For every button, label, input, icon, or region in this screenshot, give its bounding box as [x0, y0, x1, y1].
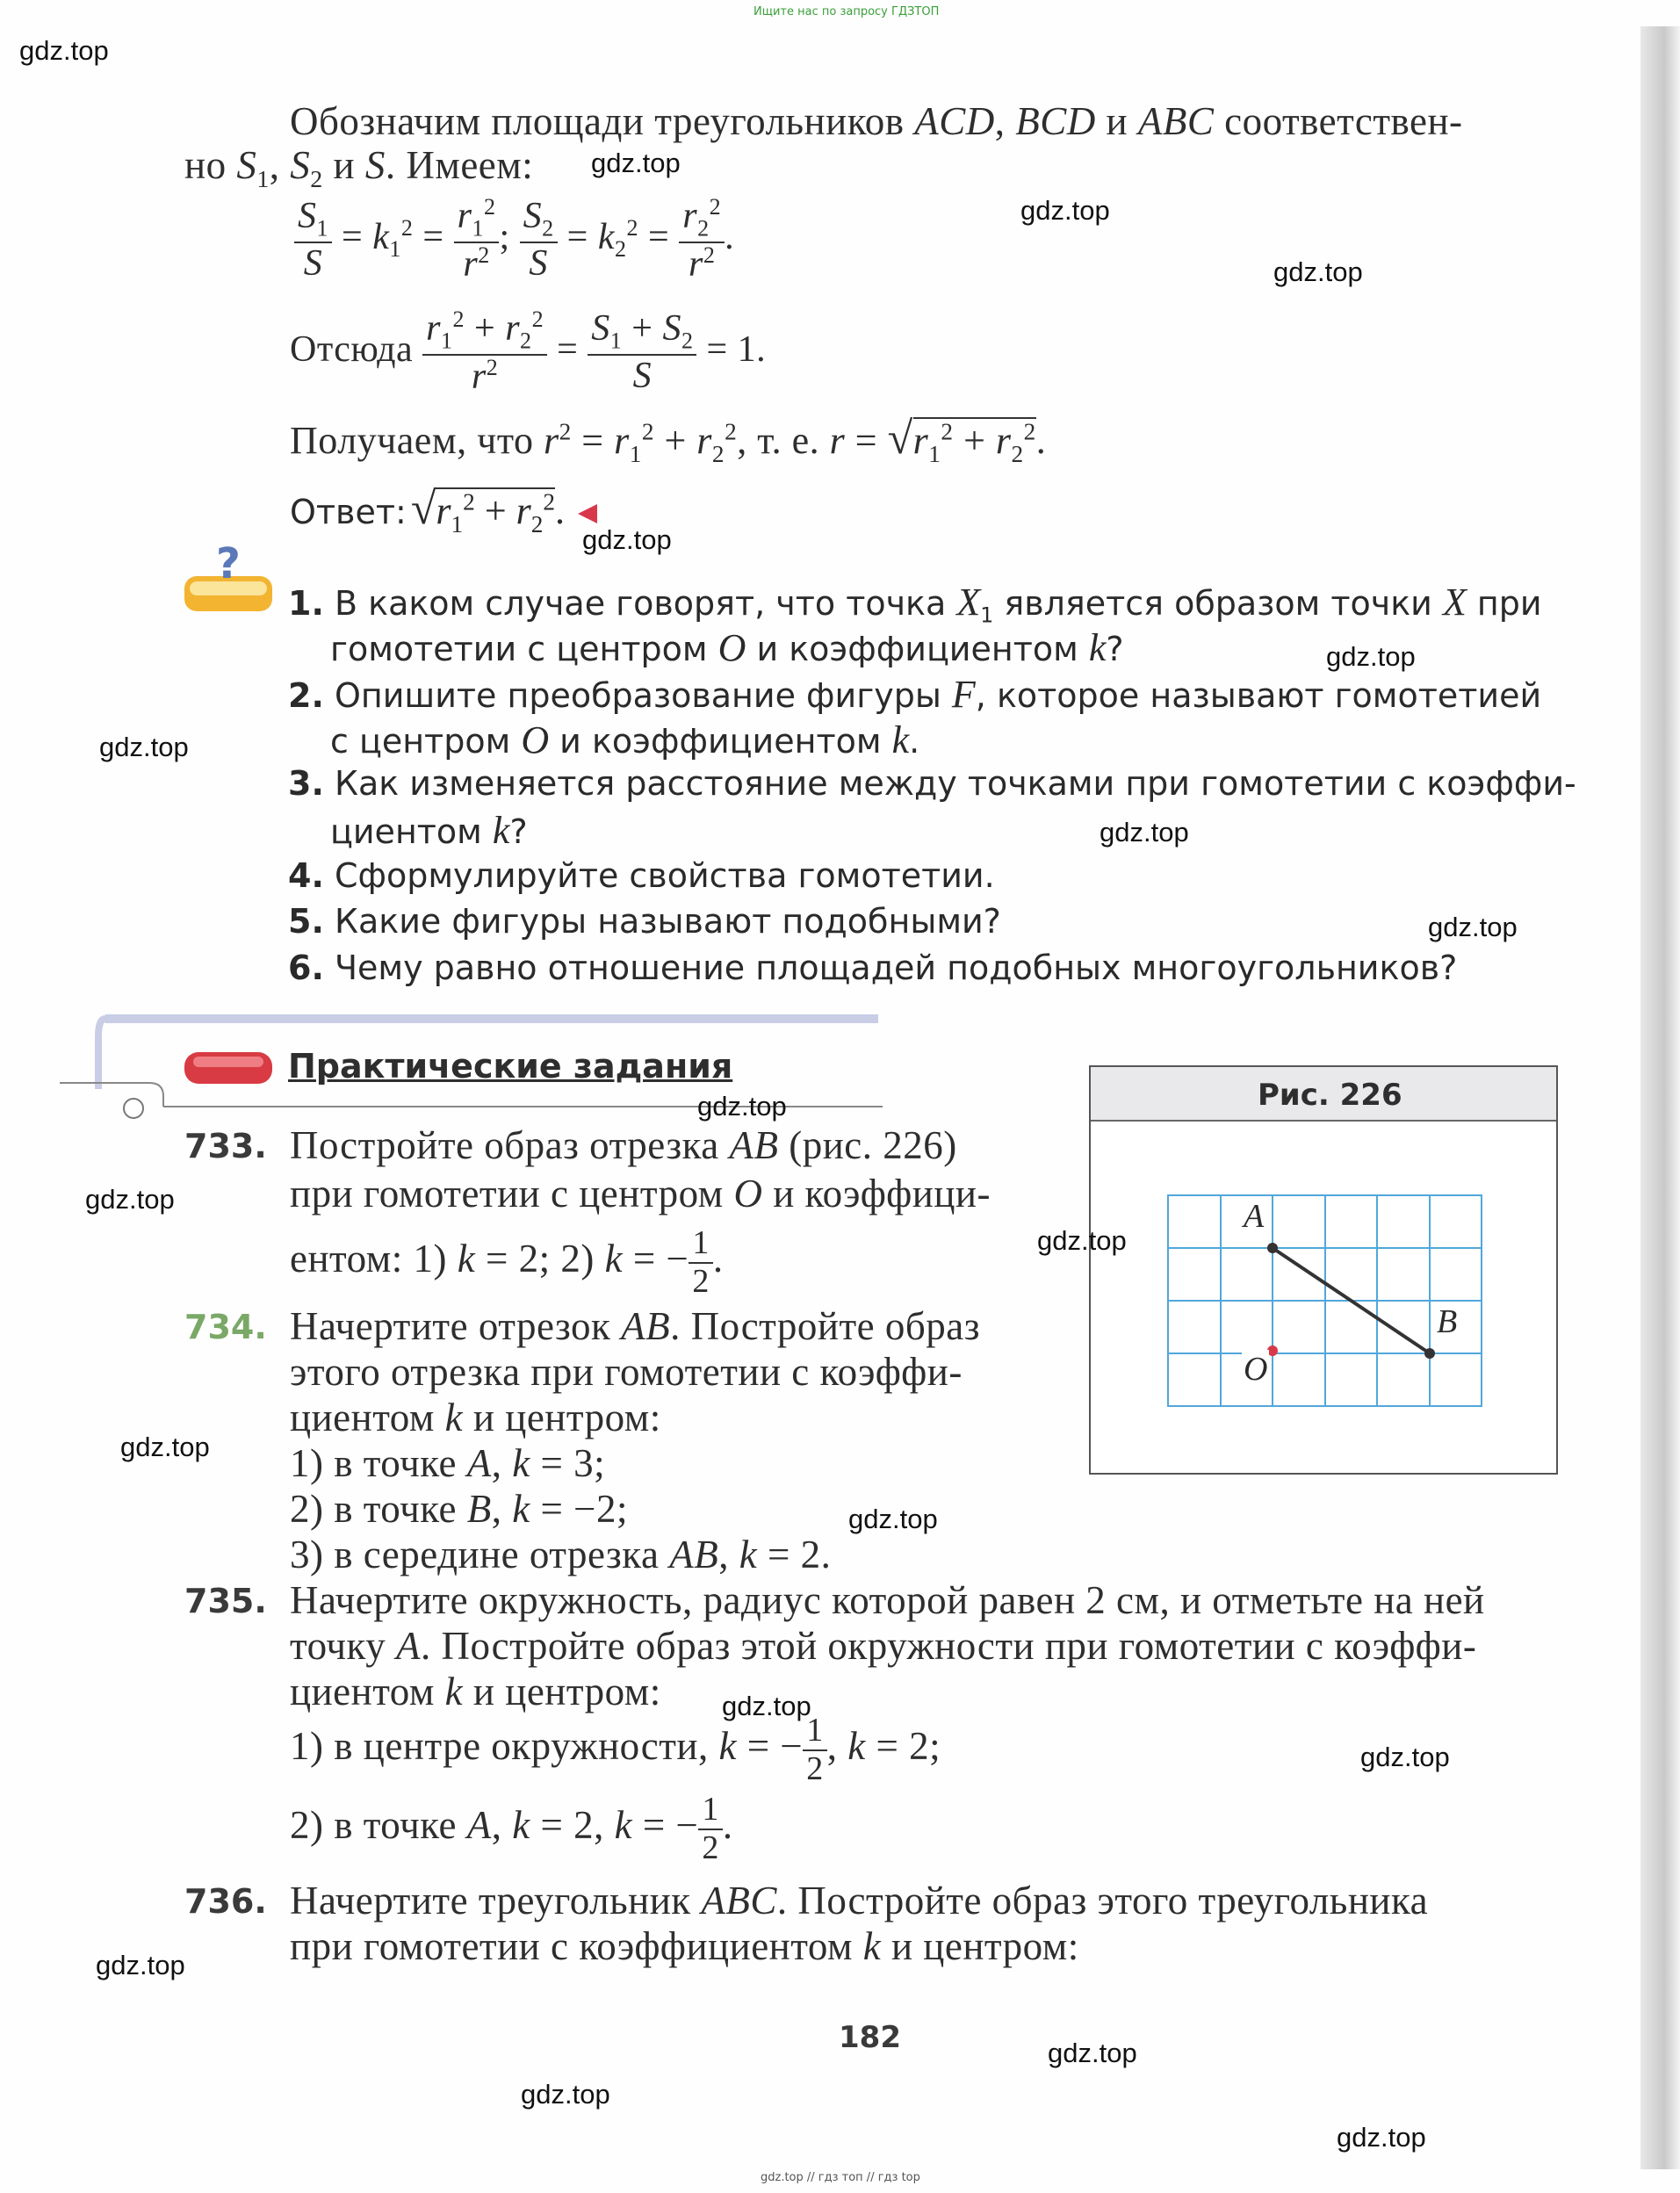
task-735-line-5: 2) в точке A, k = 2, k = − $\frac{1}{2}$ .	[290, 1791, 733, 1866]
task-736-number: 736.	[184, 1882, 267, 1921]
top-banner: Ищите нас по запросу ГДЗТОП	[753, 5, 940, 18]
equation-1: $\frac{S_1}{S}$ = $k_1^2$ = $\frac{r_1^2}{r^2}$ ; $\frac{S_2}{S}$ = $k_2^2$ = $\frac{r_2^2}{r^2}$ .	[294, 195, 734, 285]
answer-prefix: Ответ:	[290, 493, 407, 531]
label-b: B	[1437, 1303, 1458, 1340]
label-a: A	[1244, 1198, 1265, 1235]
watermark: gdz.top	[697, 1091, 787, 1122]
task-736-line-1: Начертите треугольник ABC. Постройте образ этого треугольника	[290, 1879, 1429, 1922]
watermark: gdz.top	[1037, 1225, 1127, 1256]
watermark: gdz.top	[848, 1504, 938, 1534]
task-734-line-2: этого отрезка при гомотетии с коэффи-	[290, 1350, 963, 1394]
question-2: 2. Опишите преобразование фигуры F, которое называют гомотетией	[288, 673, 1542, 716]
task-733-line-2: при гомотетии с центром O и коэффици-	[290, 1172, 991, 1216]
answer-line: Ответ: $√r_1^2 + r_2^2$.	[290, 483, 597, 538]
watermark: gdz.top	[582, 524, 672, 555]
figure-226	[1089, 1065, 1558, 1475]
intro-line-1: Обозначим площади треугольников ACD, BCD и ABC соответствен-	[290, 99, 1463, 143]
label-o: O	[1244, 1351, 1268, 1388]
watermark: gdz.top	[1048, 2038, 1137, 2068]
watermark: gdz.top	[521, 2079, 610, 2110]
question-1-cont: гомотетии с центром O и коэффициентом k?	[330, 626, 1124, 669]
watermark: gdz.top	[1326, 641, 1416, 672]
question-3: 3. Как изменяется расстояние между точками при гомотетии с коэффи-	[288, 764, 1576, 803]
watermark: gdz.top	[99, 732, 189, 762]
watermark: gdz.top	[591, 148, 681, 178]
watermark: gdz.top	[1360, 1742, 1450, 1772]
figure-grid	[1091, 1122, 1556, 1473]
watermark: gdz.top	[96, 1950, 185, 1980]
figure-caption: Рис. 226	[1258, 1078, 1402, 1113]
watermark: gdz.top	[120, 1432, 210, 1462]
watermark: gdz.top	[1337, 2122, 1426, 2153]
svg-text:?: ?	[216, 543, 241, 588]
watermark: gdz.top	[1428, 912, 1518, 942]
intro-line-2: но $S_1$, $S_2$ и S. Имеем:	[184, 143, 534, 193]
question-icon	[183, 543, 274, 613]
task-735-number: 735.	[184, 1582, 267, 1620]
watermark: gdz.top	[1100, 817, 1189, 848]
task-735-line-3: циентом k и центром:	[290, 1670, 661, 1713]
task-734-line-5: 2) в точке B, k = −2;	[290, 1487, 628, 1531]
task-734-number: 734.	[184, 1308, 267, 1346]
task-734-line-6: 3) в середине отрезка AB, k = 2.	[290, 1533, 832, 1576]
task-735-line-1: Начертите окружность, радиус которой равен 2 см, и отметьте на ней	[290, 1578, 1485, 1622]
equation-2: Отсюда $\frac{r_1^2 + r_2^2}{r^2}$ = $\frac{S_1 + S_2}{S}$ = 1.	[290, 307, 767, 398]
equation-3: Получаем, что $r^2 = r_1^2 + r_2^2$, т. е. $r = √r_1^2 + r_2^2$.	[290, 414, 1047, 467]
task-736-line-2: при гомотетии с коэффициентом k и центром:	[290, 1924, 1079, 1968]
task-735-line-2: точку A. Постройте образ этой окружности при гомотетии с коэффи-	[290, 1624, 1477, 1668]
watermark: gdz.top	[19, 35, 109, 66]
figure-caption-bar	[1091, 1067, 1556, 1122]
task-734-line-3: циентом k и центром:	[290, 1396, 661, 1439]
point-b	[1424, 1348, 1435, 1359]
watermark: gdz.top	[85, 1184, 175, 1215]
question-2-cont: с центром O и коэффициентом k.	[330, 718, 920, 761]
task-733-line-1: Постройте образ отрезка AB (рис. 226)	[290, 1123, 957, 1167]
task-734-line-1: Начертите отрезок AB. Постройте образ	[290, 1304, 980, 1348]
question-6: 6. Чему равно отношение площадей подобных многоугольников?	[288, 949, 1458, 987]
end-of-solution-icon	[578, 504, 597, 523]
page-edge-shadow	[1640, 26, 1680, 2169]
page-number: 182	[839, 2020, 901, 2055]
eq2-prefix: Отсюда	[290, 328, 414, 370]
watermark: gdz.top	[1020, 195, 1110, 226]
question-4: 4. Сформулируйте свойства гомотетии.	[288, 856, 995, 895]
section-title: Практические задания	[288, 1047, 733, 1086]
bottom-banner: gdz.top // гдз топ // гдз top	[761, 2171, 920, 2184]
question-3-cont: циентом k?	[330, 809, 528, 852]
question-1: 1. В каком случае говорят, что точка $X_1$ является образом точки X при	[288, 581, 1542, 628]
question-5: 5. Какие фигуры называют подобными?	[288, 902, 1001, 941]
task-734-line-4: 1) в точке A, k = 3;	[290, 1441, 606, 1485]
task-733-number: 733.	[184, 1127, 267, 1165]
watermark: gdz.top	[1273, 256, 1363, 287]
point-a	[1267, 1243, 1278, 1253]
watermark: gdz.top	[722, 1691, 811, 1721]
task-733-line-3: ентом: 1) k = 2; 2) k = − $\frac{1}{2}$ .	[290, 1224, 724, 1300]
task-735-line-4: 1) в центре окружности, k = − $\frac{1}{2}$ , k = 2;	[290, 1712, 941, 1787]
